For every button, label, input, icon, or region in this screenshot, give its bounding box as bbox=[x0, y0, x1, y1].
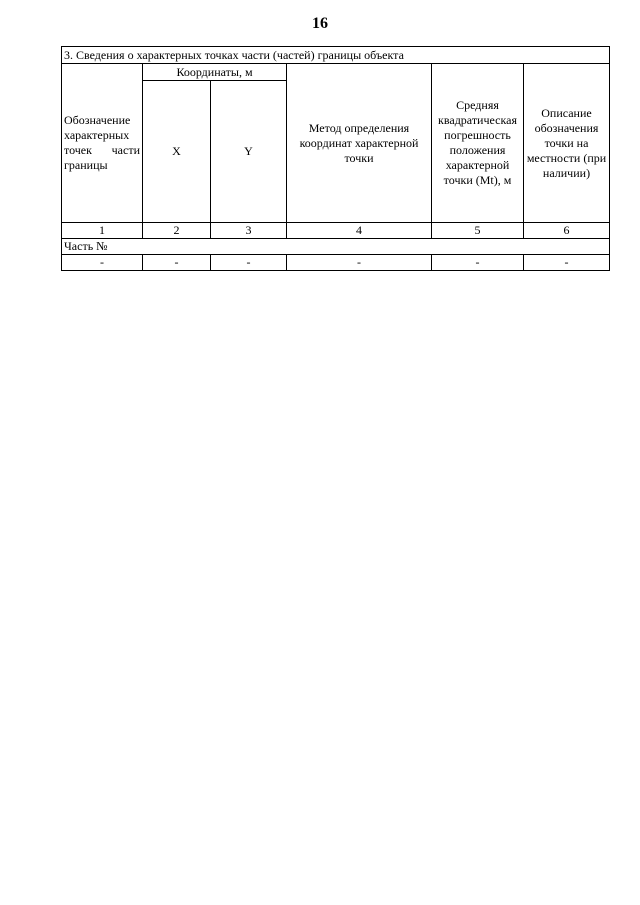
column-numbers-row bbox=[62, 223, 610, 239]
header-coordinates: Координаты, м bbox=[143, 64, 287, 81]
part-label: Часть № bbox=[62, 239, 610, 255]
column-number: 5 bbox=[432, 223, 524, 239]
header-point-designation: Обозначение характерных точек части границы bbox=[62, 64, 143, 223]
table-cell: - bbox=[62, 255, 143, 271]
section-title-row bbox=[62, 47, 610, 64]
header-x: X bbox=[143, 81, 211, 223]
column-number: 3 bbox=[211, 223, 287, 239]
column-number: 2 bbox=[143, 223, 211, 239]
characteristic-points-table bbox=[61, 46, 610, 271]
column-number: 1 bbox=[62, 223, 143, 239]
table-cell: - bbox=[287, 255, 432, 271]
table-cell: - bbox=[524, 255, 610, 271]
section-title: 3. Сведения о характерных точках части (частей) границы объекта bbox=[62, 47, 610, 64]
part-row bbox=[62, 239, 610, 255]
header-method: Метод определения координат характерной точки bbox=[287, 64, 432, 223]
column-number: 4 bbox=[287, 223, 432, 239]
header-mean-error: Средняя квадратическая погрешность положения характерной точки (Mt), м bbox=[432, 64, 524, 223]
page-number: 16 bbox=[312, 15, 328, 32]
column-number: 6 bbox=[524, 223, 610, 239]
header-y: Y bbox=[211, 81, 287, 223]
table-cell: - bbox=[211, 255, 287, 271]
table-cell: - bbox=[143, 255, 211, 271]
table-cell: - bbox=[432, 255, 524, 271]
header-row-1 bbox=[62, 64, 610, 81]
table-row bbox=[62, 255, 610, 271]
header-description: Описание обозначения точки на местности (при наличии) bbox=[524, 64, 610, 223]
